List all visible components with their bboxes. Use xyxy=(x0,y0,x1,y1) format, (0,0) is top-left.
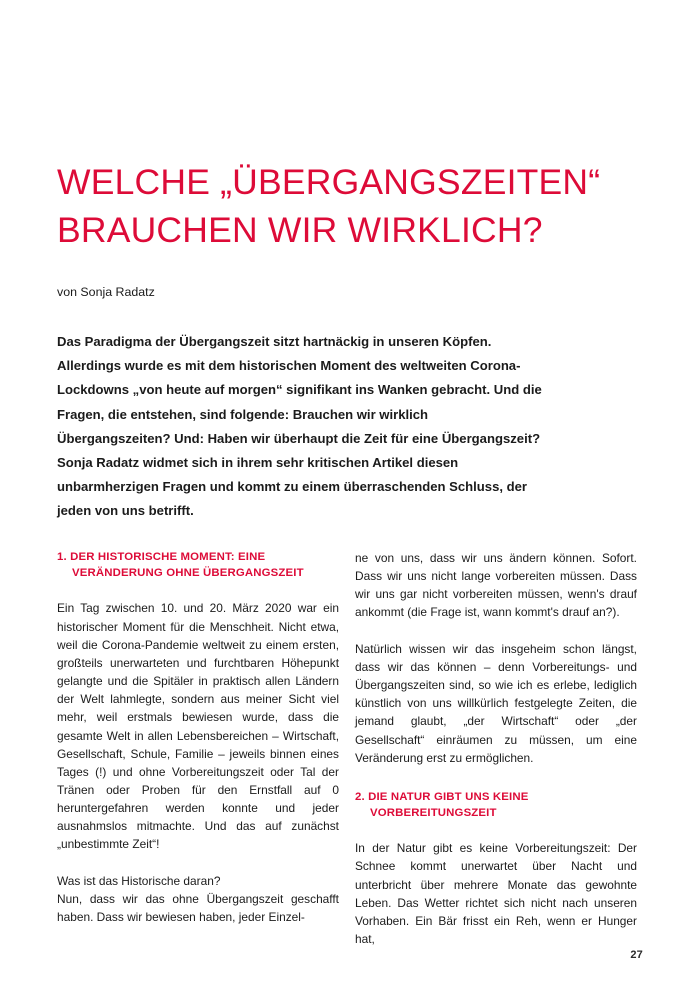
section-heading-1 xyxy=(57,549,339,581)
author-byline: von Sonja Radatz xyxy=(57,285,155,299)
section-heading-2 xyxy=(355,789,637,821)
paragraph: Ein Tag zwischen 10. und 20. März 2020 war ein historischer Moment für die Menschheit. Nicht etwa, weil die Corona-Pandemie weltweit zu einem ersten, großteils unerwarteten und furchtbaren Höhepunkt gelangte und die Spitäler in praktisch allen Ländern der Welt lahmlegte, sondern aus meiner Sicht viel mehr, weil erstmals bewiesen wurde, dass die gesamte Welt in allen Lebensbereichen – Wirtschaft, Gesellschaft, Schule, Familie – jeweils binnen eines Tages (!) und ohne Vorbereitungszeit oder Tal der Tränen oder Proben für den Ernstfall auf 0 heruntergefahren werden konnte und jeder ausnahmslos mitmachte. Und das auf zunächst „unbestimmte Zeit“! xyxy=(57,601,339,852)
column-left xyxy=(57,549,339,926)
page-title-line-1: WELCHE „ÜBERGANGSZEITEN“ xyxy=(57,162,601,202)
paragraph: In der Natur gibt es keine Vorbereitungszeit: Der Schnee kommt unerwartet über Nacht und unterbricht über mehrere Monate das gewohnte Leben. Das Wetter richtet sich nicht nach unseren Vorhaben. Ein Bär frisst ein Reh, wenn er Hunger hat, xyxy=(355,841,637,947)
paragraph: Nun, dass wir das ohne Übergangszeit geschafft haben. Dass wir bewiesen haben, jeder Einzel- xyxy=(57,891,339,925)
paragraph: ne von uns, dass wir uns ändern können. Sofort. Dass wir uns nicht lange vorbereiten müssen. Dass wir uns gar nicht vorbereiten müssen, wenn's drauf ankommt (die Frage ist, wann kommt's drauf an?). xyxy=(355,551,637,620)
lead-paragraph xyxy=(57,330,544,524)
section-heading-1-line-1: 1. DER HISTORISCHE MOMENT: EINE xyxy=(57,551,266,563)
section-heading-2-line-1: 2. DIE NATUR GIBT UNS KEINE xyxy=(355,790,529,803)
section-heading-2-line-2: VORBEREITUNGSZEIT xyxy=(370,807,497,820)
paragraph: Natürlich wissen wir das insgeheim schon längst, dass wir das können – denn Vorbereitungs- und Übergangszeiten sind, so wie ich es erlebe, lediglich künstlich von uns willkürlich festgelegte Zeiten, die jemand glaubt, „der Wirtschaft“ oder „der Gesellschaft“ einräumen zu müssen, um eine Veränderung erst zu ermöglichen. xyxy=(355,641,637,765)
page-title-line-2: BRAUCHEN WIR WIRKLICH? xyxy=(57,210,543,250)
paragraph: Was ist das Historische daran? xyxy=(57,873,221,888)
column-spacer xyxy=(355,767,637,789)
lead-text: Das Paradigma der Übergangszeit sitzt hartnäckig in unseren Köpfen. Allerdings wurde es mit dem historischen Moment des weltweiten Corona-Lockdowns „von heute auf morgen“ signifikant ins Wanken gebracht. Und die Fragen, die entstehen, sind folgende: Brauchen wir wirklich Übergangszeiten? Und: Haben wir überhaupt die Zeit für eine Übergangszeit? Sonja Radatz widmet sich in ihrem sehr kritischen Artikel diesen unbarmherzigen Fragen und kommt zu einem überraschenden Schluss, der jeden von uns betrifft. xyxy=(57,334,542,519)
page-number: 27 xyxy=(630,949,643,961)
section-heading-1-line-2: VERÄNDERUNG OHNE ÜBERGANGSZEIT xyxy=(72,567,304,580)
page-title xyxy=(57,158,647,254)
column-right xyxy=(355,549,637,948)
